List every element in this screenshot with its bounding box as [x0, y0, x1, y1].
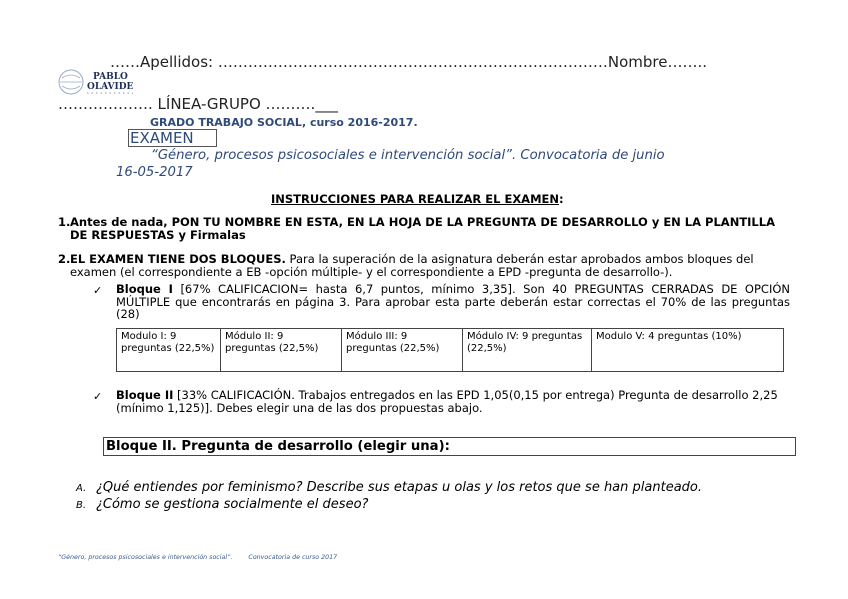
bloque-2-label: Bloque II	[116, 388, 174, 402]
svg-text:PABLO: PABLO	[93, 72, 128, 82]
modules-table	[116, 328, 784, 372]
item-text: Antes de nada, PON TU NOMBRE EN ESTA, EN LA HOJA DE LA PREGUNTA DE DESARROLLO y EN LA PLANTILLA DE RESPUESTAS y Firmalas	[70, 215, 775, 242]
instructions-heading: INSTRUCCIONES PARA REALIZAR EL EXAMEN:	[271, 192, 564, 206]
module-cell: Modulo V: 4 preguntas (10%)	[592, 329, 784, 372]
question-label: B.	[76, 500, 87, 511]
surname-name-line[interactable]: ……Apellidos: ……………………………………………………………………Nombre……..	[110, 53, 707, 71]
footer-left: “Género, procesos psicosociales e intervención social”.	[58, 554, 233, 561]
bloque-1-description	[116, 283, 790, 321]
table-row	[117, 329, 784, 372]
item-number: 2.	[58, 252, 71, 266]
item-text	[70, 253, 790, 278]
bloque-2-text: [33% CALIFICACIÓN. Trabajos entregados en las EPD 1,05(0,15 por entrega) Pregunta de desarrollo 2,25 (mínimo 1,125)]. Debes elegir una de las dos propuestas abajo.	[116, 388, 778, 415]
item-number: 1.	[58, 215, 71, 229]
bloque-2-description	[116, 389, 790, 414]
checkmark-icon: ✓	[93, 284, 103, 297]
question-text: ¿Qué entiendes por feminismo? Describe sus etapas u olas y los retos que se han planteado.	[96, 480, 702, 495]
development-question-heading: Bloque II. Pregunta de desarrollo (elegir una):	[103, 437, 796, 456]
page-footer	[58, 554, 337, 561]
exam-subtitle: “Género, procesos psicosociales e intervención social”. Convocatoria de junio	[151, 148, 665, 163]
item-bold: EL EXAMEN TIENE DOS BLOQUES.	[70, 252, 286, 266]
module-cell: Módulo II: 9 preguntas (22,5%)	[221, 329, 342, 372]
bloque-1-label: Bloque I	[116, 282, 173, 296]
instruction-item-1	[58, 216, 790, 241]
question-a	[76, 480, 702, 495]
degree-heading: GRADO TRABAJO SOCIAL, curso 2016-2017.	[150, 116, 418, 129]
module-cell: Módulo IV: 9 preguntas (22,5%)	[463, 329, 592, 372]
university-logo	[57, 68, 135, 96]
question-label: A.	[76, 483, 87, 494]
question-text: ¿Cómo se gestiona socialmente el deseo?	[96, 497, 369, 512]
footer-right: Convocatoria de curso 2017	[248, 554, 338, 561]
bloque-1-text: [67% CALIFICACION= hasta 6,7 puntos, mínimo 3,35]. Son 40 PREGUNTAS CERRADAS DE OPCIÓN MÚLTIPLE que encontrarás en página 3. Para aprobar esta parte deberán estar correctas el 70% de las preguntas (28)	[116, 282, 790, 321]
checkmark-icon: ✓	[93, 390, 103, 403]
instruction-item-2	[58, 253, 790, 278]
exam-label: EXAMEN	[128, 129, 217, 147]
svg-text:OLAVIDE: OLAVIDE	[87, 82, 134, 92]
line-group-field[interactable]: ………………. LÍNEA-GRUPO ……….___	[58, 95, 338, 113]
module-cell: Modulo I: 9 preguntas (22,5%)	[117, 329, 221, 372]
item-body: Para la superación de la asignatura deberán estar aprobados ambos bloques del examen (el correspondiente a EB -opción múltiple- y el correspondiente a EPD -pregunta de desarrollo-).	[70, 252, 754, 279]
module-cell: Módulo III: 9 preguntas (22,5%)	[342, 329, 463, 372]
question-b	[76, 497, 368, 512]
exam-date: 16-05-2017	[116, 165, 193, 180]
